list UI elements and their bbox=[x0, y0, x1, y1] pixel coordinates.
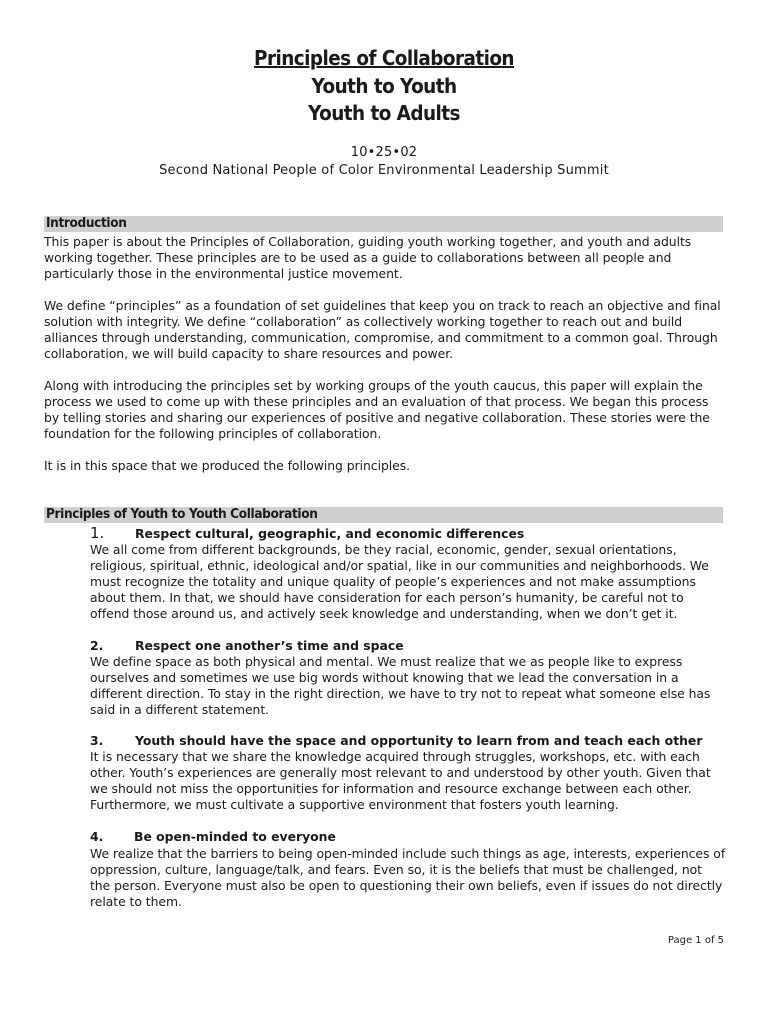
principle-4-body: We realize that the barriers to being open-minded include such things as age, interests, experiences of oppression, culture, language/talk, and fears. Even so, it is the beliefs that must be challenged, not the person. Everyone must also be open to questioning their own beliefs, even if issues do not directly relate to them. bbox=[90, 846, 726, 909]
section-heading-text: Principles of Youth to Youth Collaboration bbox=[46, 506, 318, 522]
principle-title: Respect one another’s time and space bbox=[135, 638, 404, 653]
document-subtitle-youth-to-youth: Youth to Youth bbox=[311, 74, 457, 98]
document-title: Principles of Collaboration bbox=[254, 46, 514, 70]
principle-3-heading bbox=[90, 733, 730, 749]
principle-2-heading bbox=[90, 638, 730, 654]
intro-paragraph-1: This paper is about the Principles of Collaboration, guiding youth working together, and youth and adults working together. These principles are to be used as a guide to collaborations between all people and particularly those in the environmental justice movement. bbox=[44, 234, 692, 281]
section-heading-principles bbox=[44, 507, 723, 523]
section-heading-introduction bbox=[44, 216, 723, 232]
intro-paragraph-4: It is in this space that we produced the following principles. bbox=[44, 458, 411, 473]
principle-number: 3. bbox=[90, 733, 104, 748]
event-name: Second National People of Color Environmental Leadership Summit bbox=[159, 163, 609, 178]
principle-2-body: We define space as both physical and mental. We must realize that we as people like to express ourselves and sometimes we use big words without knowing that we lead the conversation in a different direction. To stay in the right direction, we have to try not to repeat what someone else has said in a different statement. bbox=[90, 654, 711, 717]
document-subtitle-youth-to-adults: Youth to Adults bbox=[308, 101, 460, 125]
principle-1-body: We all come from different backgrounds, be they racial, economic, gender, sexual orientations, religious, spiritual, ethnic, ideological and/or spatial, like in our communities and neighborhoods. We must recognize the totality and unique quality of people’s experiences and not make assumptions about them. In that, we should have consideration for each person’s humanity, be careful not to offend those around us, and actively seek knowledge and understanding, when we don’t get it. bbox=[90, 542, 709, 621]
principle-title: Youth should have the space and opportunity to learn from and teach each other bbox=[135, 733, 703, 748]
principle-number: 1. bbox=[90, 524, 105, 542]
principle-title: Respect cultural, geographic, and economic differences bbox=[135, 526, 525, 541]
principle-number: 4. bbox=[90, 829, 104, 844]
intro-paragraph-3: Along with introducing the principles set by working groups of the youth caucus, this paper will explain the process we used to come up with these principles and an evaluation of that process. We began this process by telling stories and sharing our experiences of positive and negative collaboration. These stories were the foundation for the following principles of collaboration. bbox=[44, 378, 710, 441]
principle-3-body: It is necessary that we share the knowledge acquired through struggles, workshops, etc. with each other. Youth’s experiences are generally most relevant to and understood by other youth. Given that we should not miss the opportunities for information and resource exchange between each other. Furthermore, we must cultivate a supportive environment that fosters youth learning. bbox=[90, 749, 711, 812]
principle-4-heading bbox=[90, 829, 730, 845]
section-heading-text: Introduction bbox=[46, 215, 127, 231]
intro-paragraph-2: We define “principles” as a foundation of set guidelines that keep you on track to reach an objective and final solution with integrity. We define “collaboration” as collectively working together to reach out and build alliances through understanding, communication, compromise, and commitment to a common goal. Through collaboration, we will build capacity to share resources and power. bbox=[44, 298, 721, 361]
principle-number: 2. bbox=[90, 638, 104, 653]
principle-1-heading bbox=[90, 525, 730, 542]
document-date: 10•25•02 bbox=[350, 145, 418, 160]
page-number: Page 1 of 5 bbox=[667, 935, 724, 946]
principle-title: Be open-minded to everyone bbox=[134, 829, 336, 844]
